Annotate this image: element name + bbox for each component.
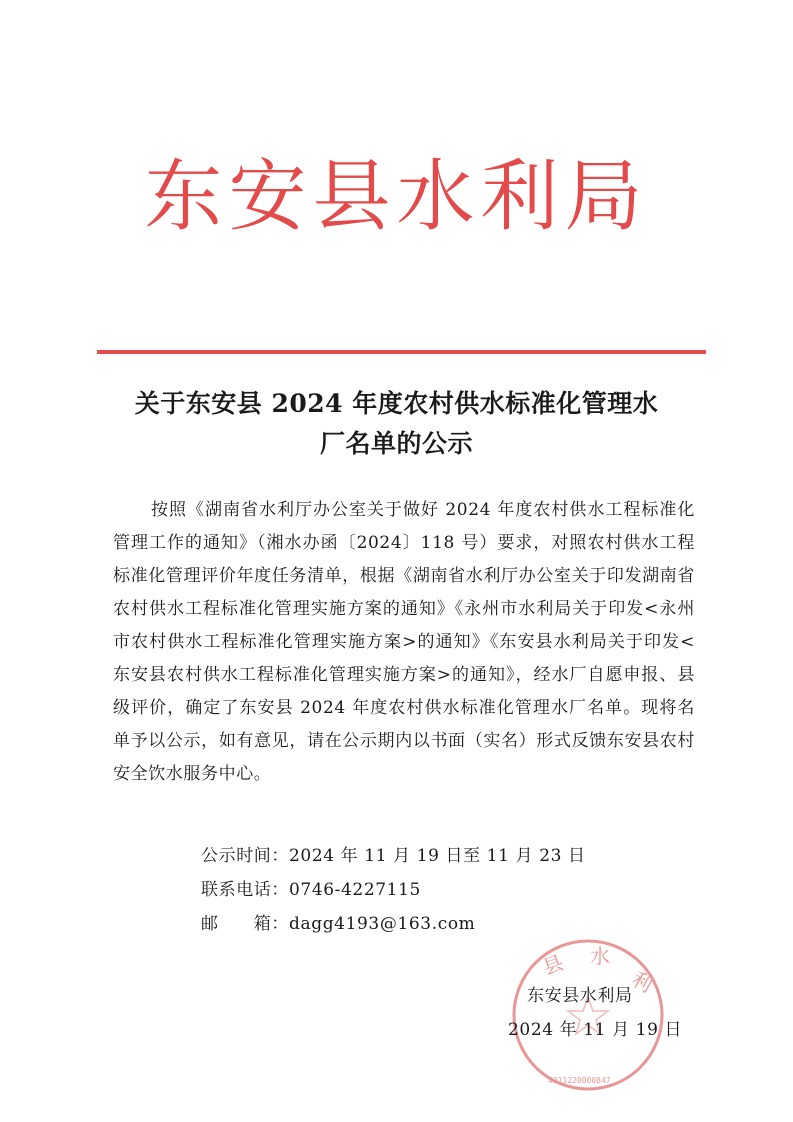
seal-char-1: 县 <box>539 950 567 980</box>
title-line-2: 厂名单的公示 <box>319 429 473 458</box>
phone-value: 0746-4227115 <box>289 880 421 900</box>
phone-line <box>201 878 421 902</box>
notice-period-value: 2024 年 11 月 19 日至 11 月 23 日 <box>289 846 586 866</box>
document-title <box>80 384 713 464</box>
seal-ring <box>514 941 662 1089</box>
org-header-title: 东安县水利局 <box>144 152 649 242</box>
signature-org: 东安县水利局 <box>527 986 633 1006</box>
title-line-1: 关于东安县 2024 年度农村供水标准化管理水 <box>134 389 659 418</box>
email-line <box>201 912 475 936</box>
header-red-rule <box>97 350 706 354</box>
seal-char-2: 水 <box>590 944 610 968</box>
signature-date: 2024 年 11 月 19 日 <box>508 1020 683 1040</box>
body-paragraph: 按照《湖南省水利厅办公室关于做好 2024 年度农村供水工程标准化管理工作的通知》（湘水办函〔2024〕118 号）要求，对照农村供水工程标准化管理评价年度任务清单，根据《湖南省水利厅办公室关于印发湖南省农村供水工程标准化管理实施方案的通知》《永州市水利局关于印发<永州市农村供水工程标准化管理实施方案>的通知》《东安县水利局关于印发<东安县农村供水工程标准化管理实施方案>的通知》，经水厂自愿申报、县级评价，确定了东安县 2024 年度农村供水标准化管理水厂名单。现将名单予以公示，如有意见，请在公示期内以书面（实名）形式反馈东安县农村安全饮水服务中心。 <box>113 500 695 784</box>
seal-number: 4311220000847 <box>548 1076 611 1085</box>
seal-char-3: 利 <box>627 966 657 998</box>
email-label: 邮 箱： <box>201 914 289 934</box>
notice-period-line <box>201 844 586 868</box>
email-value: dagg4193@163.com <box>289 914 476 934</box>
notice-period-label: 公示时间： <box>201 846 289 866</box>
phone-label: 联系电话： <box>201 880 289 900</box>
official-seal-stamp <box>508 935 668 1095</box>
